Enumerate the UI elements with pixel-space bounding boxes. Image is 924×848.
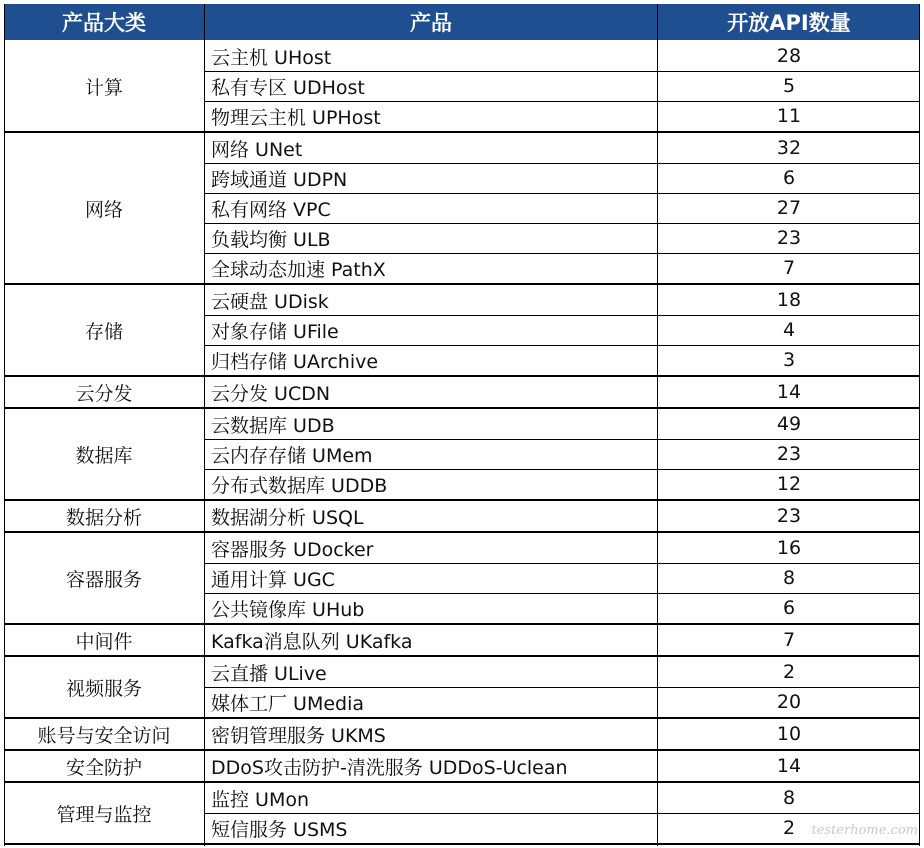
category-cell: 管理与监控 (56, 803, 152, 826)
product-cell: 物理云主机 UPHost (211, 106, 381, 129)
api-count-cell: 23 (776, 443, 802, 465)
api-count-cell: 5 (782, 75, 796, 97)
category-cell: 安全防护 (65, 756, 142, 779)
api-count-cell: 23 (776, 505, 802, 527)
product-cell: 归档存储 UArchive (211, 350, 379, 373)
product-cell: 云数据库 UDB (211, 414, 335, 437)
product-cell: 公共镜像库 UHub (211, 598, 365, 621)
row-divider (204, 163, 920, 164)
row-divider (204, 813, 920, 814)
api-count-cell: 10 (776, 723, 802, 745)
category-cell: 云分发 (75, 382, 133, 405)
api-count-cell: 7 (782, 629, 796, 651)
column-border (919, 4, 920, 846)
header-api-count: 开放API数量 (658, 4, 920, 40)
category-cell: 视频服务 (65, 677, 142, 700)
api-count-cell: 14 (776, 755, 802, 777)
group-divider (4, 843, 920, 845)
api-count-cell: 14 (776, 381, 802, 403)
api-count-cell: 6 (782, 167, 796, 189)
api-count-cell: 2 (782, 817, 796, 839)
product-cell: 媒体工厂 UMedia (211, 692, 365, 715)
column-border (204, 4, 205, 846)
row-divider (204, 469, 920, 470)
api-count-cell: 28 (776, 45, 802, 67)
api-count-cell: 11 (776, 105, 802, 127)
category-cell: 数据分析 (65, 506, 142, 529)
product-cell: 负载均衡 ULB (211, 228, 331, 251)
api-count-cell: 8 (782, 567, 796, 589)
api-count-cell: 3 (782, 349, 796, 371)
product-cell: 云硬盘 UDisk (211, 290, 329, 313)
product-cell: 容器服务 UDocker (211, 538, 374, 561)
row-divider (204, 687, 920, 688)
product-cell: 监控 UMon (211, 788, 310, 811)
product-cell: 密钥管理服务 UKMS (211, 724, 386, 747)
product-cell: 对象存储 UFile (211, 320, 339, 343)
row-divider (204, 345, 920, 346)
api-count-cell: 18 (776, 289, 802, 311)
category-cell: 网络 (84, 198, 123, 221)
product-cell: 全球动态加速 PathX (211, 258, 386, 281)
header-product: 产品 (205, 4, 657, 40)
api-count-cell: 20 (776, 691, 802, 713)
category-cell: 存储 (84, 320, 123, 343)
category-cell: 数据库 (75, 444, 133, 467)
product-cell: 跨域通道 UDPN (211, 168, 348, 191)
product-cell: 通用计算 UGC (211, 568, 335, 591)
product-cell: 分布式数据库 UDDB (211, 474, 388, 497)
category-cell: 容器服务 (65, 568, 142, 591)
row-divider (204, 439, 920, 440)
row-divider (204, 593, 920, 594)
api-count-cell: 49 (776, 413, 802, 435)
header-category: 产品大类 (4, 4, 204, 40)
product-cell: 私有专区 UDHost (211, 76, 365, 99)
row-divider (204, 563, 920, 564)
product-cell: 网络 UNet (211, 138, 303, 161)
api-count-cell: 32 (776, 137, 802, 159)
category-cell: 计算 (84, 76, 123, 99)
api-count-cell: 2 (782, 661, 796, 683)
product-cell: 短信服务 USMS (211, 818, 348, 841)
row-divider (204, 193, 920, 194)
api-count-cell: 12 (776, 473, 802, 495)
product-cell: 数据湖分析 USQL (211, 506, 364, 529)
api-count-cell: 6 (782, 597, 796, 619)
row-divider (204, 253, 920, 254)
watermark: testerhome.com (811, 823, 918, 838)
column-border (4, 4, 5, 846)
api-count-cell: 8 (782, 787, 796, 809)
product-cell: 云内存存储 UMem (211, 444, 373, 467)
row-divider (204, 101, 920, 102)
api-count-cell: 27 (776, 197, 802, 219)
api-count-cell: 4 (782, 319, 796, 341)
product-cell: 云直播 ULive (211, 662, 327, 685)
column-border (657, 4, 658, 846)
row-divider (204, 71, 920, 72)
product-cell: Kafka消息队列 UKafka (211, 630, 413, 653)
product-cell: DDoS攻击防护-清洗服务 UDDoS-Uclean (211, 756, 568, 779)
row-divider (204, 315, 920, 316)
product-cell: 私有网络 VPC (211, 198, 331, 221)
api-count-cell: 23 (776, 227, 802, 249)
api-count-cell: 16 (776, 537, 802, 559)
product-cell: 云主机 UHost (211, 46, 332, 69)
row-divider (204, 223, 920, 224)
api-count-cell: 7 (782, 257, 796, 279)
category-cell: 账号与安全访问 (37, 724, 171, 747)
category-cell: 中间件 (75, 630, 133, 653)
product-cell: 云分发 UCDN (211, 382, 331, 405)
